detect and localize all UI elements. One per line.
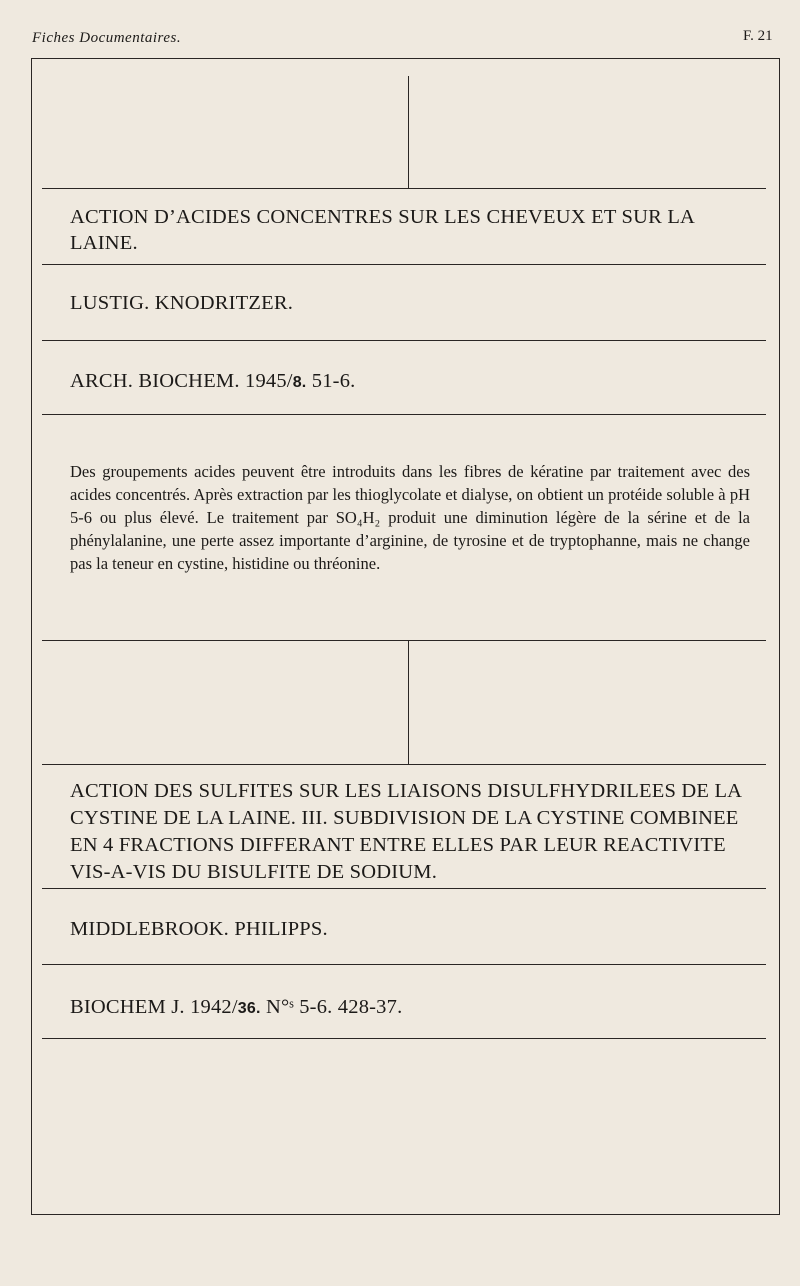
top-divider-line — [408, 76, 409, 188]
rule — [42, 640, 766, 641]
entry1-authors: LUSTIG. KNODRITZER. — [70, 292, 294, 314]
series-title: Fiches Documentaires. — [32, 30, 182, 46]
rule — [42, 188, 766, 189]
citation-suffix: 51-6. — [306, 370, 356, 392]
rule — [42, 264, 766, 265]
middle-divider-line — [408, 640, 409, 764]
rule — [42, 414, 766, 415]
entry1-citation — [70, 368, 760, 396]
entry2-authors: MIDDLEBROOK. PHILIPPS. — [70, 918, 328, 940]
rule — [42, 764, 766, 765]
entry1-title: ACTION D’ACIDES CONCENTRES SUR LES CHEVEUX ET SUR LA LAINE. — [70, 206, 694, 254]
citation-prefix: ARCH. BIOCHEM. 1945/ — [70, 370, 293, 392]
rule — [42, 888, 766, 889]
citation-volume: 36. — [237, 1000, 261, 1017]
citation-prefix: BIOCHEM J. 1942/ — [70, 996, 238, 1018]
citation-suffix: N°ˢ 5-6. 428-37. — [260, 996, 403, 1018]
rule — [42, 1038, 766, 1039]
entry1-abstract: Des groupements acides peuvent être introduits dans les fibres de kératine par traitement avec des acides concentrés. Après extraction par les thioglycolate et dialyse, on obtient un protéide soluble à pH 5-6 ou plus élevé. Le traitement par SO₄H₂ produit une diminution légère de la sérine et de la phénylalanine, une perte assez importante d’arginine, de tyrosine et de tryptophanne, mais ne change pas la teneur en cystine, histidine ou thréonine. — [70, 462, 750, 573]
rule — [42, 340, 766, 341]
citation-volume: 8. — [292, 374, 307, 391]
page-number: F. 21 — [743, 28, 773, 44]
entry2-title: ACTION DES SULFITES SUR LES LIAISONS DISULFHYDRILEES DE LA CYSTINE DE LA LAINE. III. SUBDIVISION DE LA CYSTINE COMBINEE EN 4 FRACTIONS DIFFERANT ENTRE ELLES PAR LEUR REACTIVITE VIS-A-VIS DU BISULFITE DE SODIUM. — [70, 780, 742, 883]
entry2-citation — [70, 994, 760, 1022]
rule — [42, 964, 766, 965]
